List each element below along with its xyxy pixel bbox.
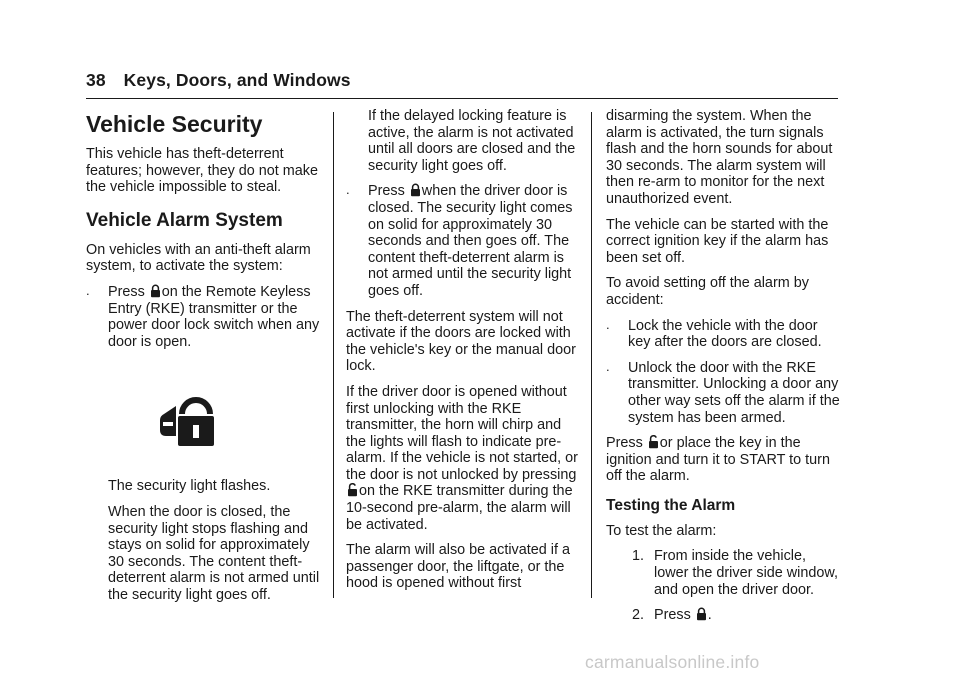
bullet-item: . Press on the Remote Keyless Entry (RKE) transmitter or the power door lock switch when any door is open. xyxy=(86,282,320,350)
page-number: 38 xyxy=(86,70,106,90)
column-2 xyxy=(346,108,580,601)
heading-vehicle-security: Vehicle Security xyxy=(86,111,263,137)
press-unlock-text: Press or place the key in the ignition and turn it to START to turn off the alarm. xyxy=(606,435,830,485)
intro-paragraph: This vehicle has theft-deterrent features; however, they do not make the vehicle impossible to steal. xyxy=(86,146,318,196)
avoid-text: To avoid setting off the alarm by accident: xyxy=(606,275,809,308)
column-divider-2 xyxy=(591,112,592,598)
driver-door-text: If the driver door is opened without first unlocking with the RKE transmitter, the horn will chirp and the lights will flash to indicate pre-alarm. If the vehicle is not started, or the door is not unlocked by pressing on the RKE transmitter during the 10-second pre-alarm, the alarm will be activated. xyxy=(346,383,578,533)
bullet-marker: . xyxy=(346,182,350,198)
bullet-item: . Lock the vehicle with the door key after the doors are closed. xyxy=(606,316,822,351)
disarming-text: disarming the system. When the alarm is activated, the turn signals flash and the horn sounds for about 30 seconds. The alarm system will then re-arm to monitor for the next unauthorized event. xyxy=(606,108,833,207)
numbered-step: 1. From inside the vehicle, lower the driver side window, and open the driver door. xyxy=(632,548,838,598)
alarm-intro: On vehicles with an anti-theft alarm system, to activate the system: xyxy=(86,241,311,275)
page-header xyxy=(86,70,838,91)
not-activate-text: The theft-deterrent system will not activate if the doors are locked with the vehicle's key or the manual door lock. xyxy=(346,308,576,375)
lock-icon xyxy=(410,183,421,197)
lock-icon xyxy=(150,284,161,298)
watermark: carmanualsonline.info xyxy=(585,652,760,672)
column-1 xyxy=(86,108,324,613)
started-text: The vehicle can be started with the correct ignition key if the alarm has been set off. xyxy=(606,216,829,266)
door-closed-text: When the door is closed, the security light stops flashing and stays on solid for approximately 30 seconds. The content theft-deterrent alarm is not armed until the security light goes off. xyxy=(108,503,320,603)
bullet-item: . Press when the driver door is closed. The security light comes on solid for approximately 30 seconds and then goes off. The content theft-deterrent alarm is not armed until the security light goes off. xyxy=(346,182,573,299)
column-divider-1 xyxy=(333,112,334,598)
light-flashes-text: The security light flashes. xyxy=(108,478,271,495)
heading-testing-the-alarm: Testing the Alarm xyxy=(606,496,736,514)
delayed-locking-text: If the delayed locking feature is active, the alarm is not activated until all doors are closed and the security light goes off. xyxy=(368,108,576,174)
column-3 xyxy=(606,108,840,633)
bullet-marker: . xyxy=(86,282,90,298)
bullet-item: . Unlock the door with the RKE transmitter. Unlocking a door any other way sets off the alarm if the system has been armed. xyxy=(606,358,840,426)
security-light-icon xyxy=(154,392,216,448)
heading-vehicle-alarm-system: Vehicle Alarm System xyxy=(86,209,283,231)
numbered-step: 2. Press . xyxy=(632,607,712,624)
bullet-marker: . xyxy=(606,316,610,332)
test-intro: To test the alarm: xyxy=(606,522,717,539)
also-activated-text: The alarm will also be activated if a passenger door, the liftgate, or the hood is opened without first xyxy=(346,542,570,592)
header-rule xyxy=(86,98,838,99)
lock-icon xyxy=(696,607,707,621)
bullet-marker: . xyxy=(606,358,610,374)
unlock-icon xyxy=(347,483,358,497)
section-title: Keys, Doors, and Windows xyxy=(123,70,351,90)
unlock-icon xyxy=(648,435,659,449)
